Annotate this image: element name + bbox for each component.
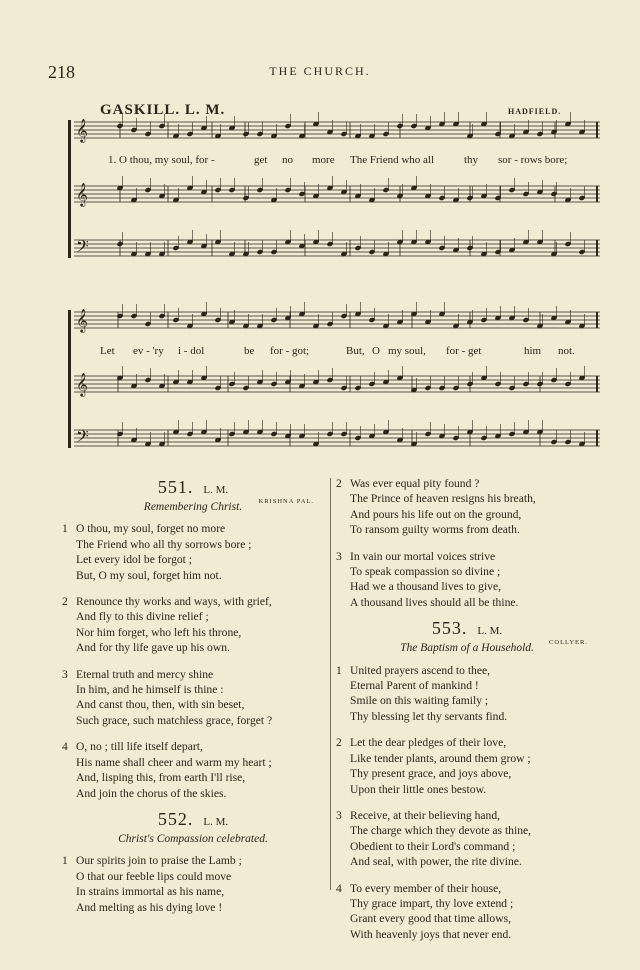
hymn-composer: KRISHNA PAL. [258,498,314,505]
lyric-syllable: for - get [446,345,482,357]
verse-line: Was ever equal pity found ? [350,477,480,490]
verse-line: In vain our mortal voices strive [350,549,496,563]
stanza-number: 1 [62,854,68,868]
verse-line: In strains immortal as his name, [76,885,225,899]
stanza-number: 3 [62,667,68,681]
verse-line: Thy blessing let thy servants find. [350,709,508,723]
verse-line: Let every idol be forgot ; [76,553,193,567]
hymn-meter: L. M. [203,484,229,496]
verse-line: But, O my soul, forget him not. [76,568,222,582]
system-bracket [68,310,71,448]
stanza [336,808,598,870]
hymn-heading [336,618,598,647]
stanza [336,735,598,797]
hymn-title: Christ's Compassion celebrated. [118,832,268,845]
verse-line: Upon their little ones bestow. [350,782,487,796]
stanza-number: 2 [336,736,342,750]
verse-line: And pours his life out on the ground, [350,507,522,521]
verse-line: Receive, at their believing hand, [350,808,501,822]
verse-line: The Friend who all thy sorrows bore ; [76,537,252,551]
verse-line: The Prince of heaven resigns his breath, [350,492,536,506]
lyric-syllable: more [312,154,335,166]
stanza [336,881,598,943]
verse-line: Our spirits join to praise the Lamb ; [76,854,242,868]
verse-line: To every member of their house, [350,881,502,895]
stanza-number: 3 [336,808,342,822]
verse-line: Such grace, such matchless grace, forget ? [76,713,273,727]
verse-line: Eternal truth and mercy shine [76,667,214,681]
verse-line: The charge which they devote as thine, [350,824,532,838]
verse-line: O, no ; till life itself depart, [76,740,203,754]
lyric-syllable: my soul, [388,345,426,357]
hymn-title: The Baptism of a Household. [400,642,534,655]
verse-line: Nor him forget, who left his throne, [76,625,242,639]
stanza-number: 3 [336,549,342,563]
stanza [62,667,324,729]
verse-line: Renounce thy works and ways, with grief, [76,595,272,609]
hymn-heading [62,808,324,832]
lyric-syllable: i - dol [178,345,205,357]
tune-name: GASKILL. L. M. [100,102,226,118]
verse-line: O that our feeble lips could move [76,869,232,883]
verse-line: Eternal Parent of mankind ! [350,679,479,693]
verse-line: In him, and he himself is thine : [76,683,224,697]
lyric-syllable: no [282,154,293,166]
verse-line: Like tender plants, around them grow ; [350,751,531,765]
stanza [336,549,598,611]
verse-line: And canst thou, then, with sin beset, [76,698,245,712]
column-divider [330,478,331,890]
stanza [62,739,324,801]
treble-clef-icon: 𝄞 [76,308,88,332]
lyric-syllable: him [524,345,542,357]
verse-line: Let the dear pledges of their love, [350,736,507,750]
stanza [62,853,324,915]
stanza-number: 4 [336,881,342,895]
right-column [336,476,598,953]
verse-line: O thou, my soul, forget no more [76,522,226,536]
bass-clef-icon: 𝄢 [76,236,89,260]
lyric-syllable: The Friend who all [350,154,435,166]
lyric-syllable: O [372,345,380,357]
stanza-number: 1 [62,522,68,536]
verse-line: To speak compassion so divine ; [350,565,501,579]
hymn-heading [62,477,324,505]
verse-line: And for thy life gave up his own. [76,641,230,655]
hymn-551 [62,477,324,801]
hymn-meter: L. M. [477,625,503,638]
verse-line: And seal, with power, the rite divine. [350,855,522,869]
hymn-number: 553. [431,618,468,639]
verse-line: United prayers ascend to thee, [350,663,491,677]
verse-line: Thy present grace, and joys above, [350,767,512,781]
lyric-syllable: Let [100,345,115,357]
verse-line: And melting as his dying love ! [76,900,223,914]
verse-line: Grant every good that time allows, [350,912,511,926]
running-title: THE CHURCH. [269,64,371,78]
page-number: 218 [48,62,75,82]
verse-line: His name shall cheer and warm my heart ; [76,755,272,769]
stanza-number: 4 [62,740,68,754]
hymn-552 [62,808,324,915]
lyric-syllable: for - got; [270,345,310,357]
verse-line: With heavenly joys that never end. [350,927,512,941]
verse-line: And fly to this divine relief ; [76,610,209,624]
verse-line: To ransom guilty worms from death. [350,523,520,537]
hymn-meter: L. M. [203,815,229,828]
treble-clef-icon: 𝄞 [76,118,88,142]
verse-line: Had we a thousand lives to give, [350,580,502,594]
lyric-syllable: sor - rows bore; [498,154,568,166]
lyric-syllable: 1. O thou, my soul, for - [108,154,215,166]
stanza-number: 2 [336,477,342,490]
lyric-syllable: thy [464,154,479,166]
stanza [336,476,598,538]
verse-line: Smile on this waiting family ; [350,694,489,708]
lyric-syllable: But, [346,345,365,357]
stanza-number: 1 [336,663,342,677]
verse-line: A thousand lives should all be thine. [350,595,519,609]
stanza [336,663,598,725]
hymn-number: 551. [157,477,194,497]
stanza [62,594,324,656]
lyric-syllable: ev - 'ry [133,345,164,357]
treble-clef-icon: 𝄞 [76,182,88,206]
hymn-553 [336,618,598,942]
lyric-syllable: be [244,345,255,357]
stanza [62,521,324,583]
verse-line: And, lisping this, from earth I'll rise, [76,771,246,785]
music-score [0,0,640,470]
lyric-syllable: not. [558,345,575,357]
left-column [62,476,324,926]
system-bracket [68,120,71,258]
hymn-number: 552. [157,808,194,829]
hymn-title: Remembering Christ. [143,501,243,513]
verse-line: Thy grace impart, thy love extend ; [350,896,514,910]
treble-clef-icon: 𝄞 [76,372,88,396]
stanza-number: 2 [62,595,68,609]
bass-clef-icon: 𝄢 [76,426,89,450]
hymn-composer: COLLYER. [549,639,588,647]
lyric-syllable: get [254,154,268,166]
tune-composer: HADFIELD. [508,107,562,116]
verse-line: Obedient to their Lord's command ; [350,839,516,853]
verse-line: And join the chorus of the skies. [76,786,227,800]
